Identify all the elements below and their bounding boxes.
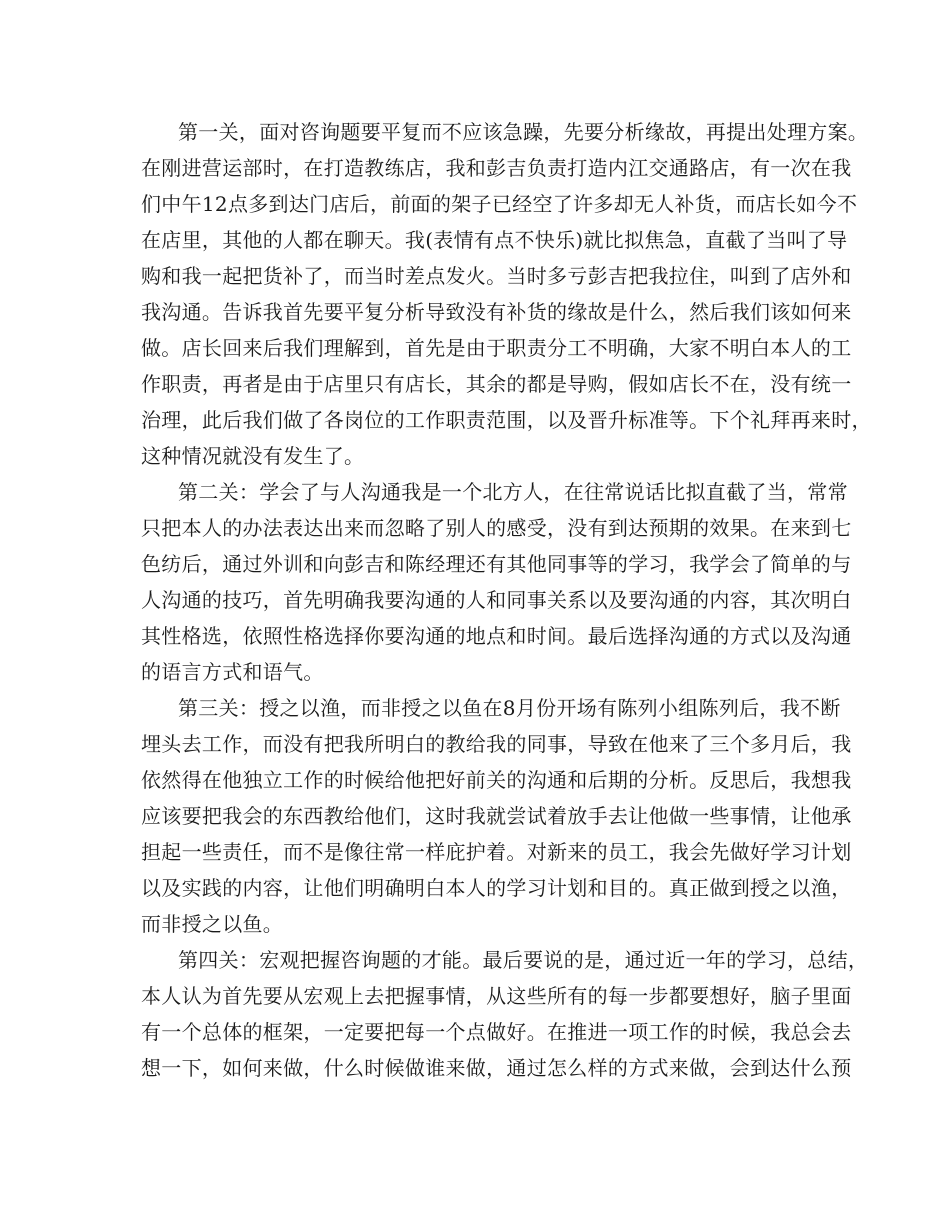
text-line: 只把本人的办法表达出来而忽略了别人的感受，没有到达预期的效果。在来到七 [141, 516, 852, 540]
paragraph-1 [141, 114, 872, 474]
text-line: 购和我一起把货补了，而当时差点发火。当时多亏彭吉把我拉住，叫到了店外和 [141, 264, 852, 288]
text-line: 第三关：授之以渔，而非授之以鱼在8月份开场有陈列小组陈列后，我不断 [178, 696, 841, 720]
text-line: 作职责，再者是由于店里只有店长，其余的都是导购，假如店长不在，没有统一 [141, 372, 852, 396]
text-line: 有一个总体的框架，一定要把每一个点做好。在推进一项工作的时候，我总会去 [141, 1020, 852, 1044]
text-line: 应该要把我会的东西教给他们，这时我就尝试着放手去让他做一些事情，让他承 [141, 804, 852, 828]
text-line: 依然得在他独立工作的时候给他把好前关的沟通和后期的分析。反思后，我想我 [141, 768, 852, 792]
text-line: 这种情况就没有发生了。 [141, 444, 365, 468]
text-line: 埋头去工作，而没有把我所明白的教给我的同事，导致在他来了三个多月后，我 [141, 732, 852, 756]
text-line: 想一下，如何来做，什么时候做谁来做，通过怎么样的方式来做，会到达什么预 [141, 1056, 852, 1080]
document-body [141, 114, 872, 1086]
text-line: 担起一些责任，而不是像往常一样庇护着。对新来的员工，我会先做好学习计划 [141, 840, 852, 864]
text-line: 色纺后，通过外训和向彭吉和陈经理还有其他同事等的学习，我学会了简单的与 [141, 552, 852, 576]
text-line: 以及实践的内容，让他们明确明白本人的学习计划和目的。真正做到授之以渔， [141, 876, 852, 900]
text-line: 第四关：宏观把握咨询题的才能。最后要说的是，通过近一年的学习，总结， [178, 948, 869, 972]
paragraph-3 [141, 690, 852, 942]
text-line: 我沟通。告诉我首先要平复分析导致没有补货的缘故是什么，然后我们该如何来 [141, 300, 852, 324]
text-line: 而非授之以鱼。 [141, 912, 284, 936]
text-line: 做。店长回来后我们理解到，首先是由于职责分工不明确，大家不明白本人的工 [141, 336, 852, 360]
text-line: 人沟通的技巧，首先明确我要沟通的人和同事关系以及要沟通的内容，其次明白 [141, 588, 852, 612]
text-line: 第二关：学会了与人沟通我是一个北方人，在往常说话比拟直截了当，常常 [178, 480, 848, 504]
text-line: 其性格选，依照性格选择你要沟通的地点和时间。最后选择沟通的方式以及沟通 [141, 624, 852, 648]
paragraph-2 [141, 474, 852, 690]
text-line: 们中午12点多到达门店后，前面的架子已经空了许多却无人补货，而店长如今不 [141, 192, 858, 216]
text-line: 本人认为首先要从宏观上去把握事情，从这些所有的每一步都要想好，脑子里面 [141, 984, 852, 1008]
text-line: 治理，此后我们做了各岗位的工作职责范围，以及晋升标准等。下个礼拜再来时， [141, 408, 872, 432]
text-line: 在刚进营运部时，在打造教练店，我和彭吉负责打造内江交通路店，有一次在我 [141, 156, 852, 180]
text-line: 的语言方式和语气。 [141, 660, 324, 684]
paragraph-4 [141, 942, 869, 1086]
text-line: 在店里，其他的人都在聊天。我(表情有点不快乐)就比拟焦急，直截了当叫了导 [141, 228, 848, 252]
text-line: 第一关，面对咨询题要平复而不应该急躁，先要分析缘故，再提出处理方案。 [178, 120, 869, 144]
